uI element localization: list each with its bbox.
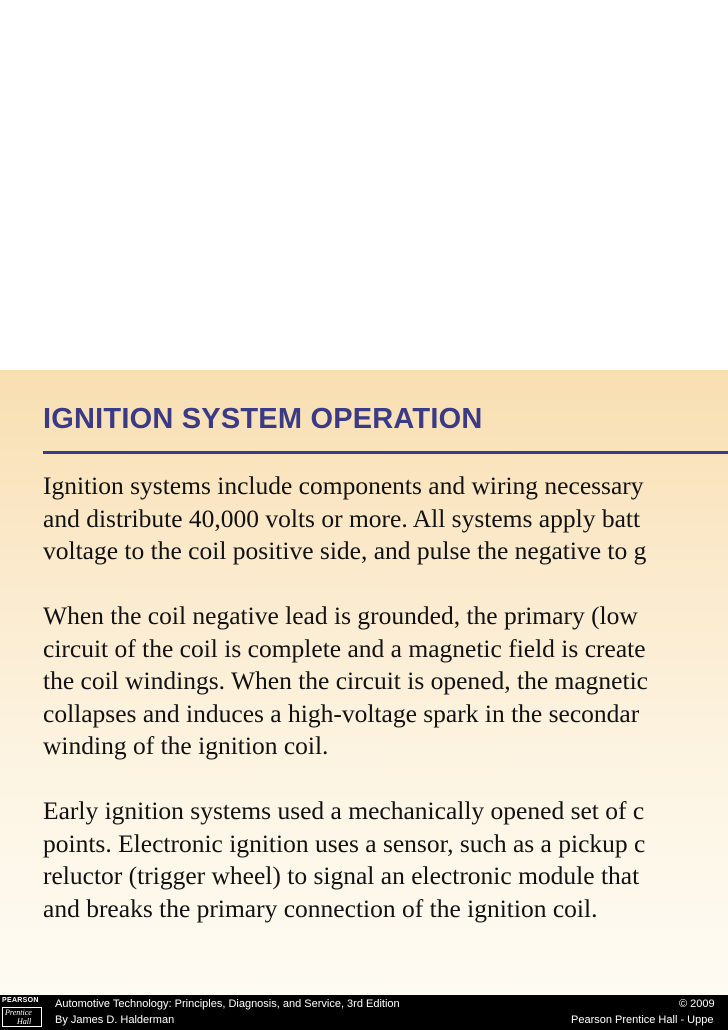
text-line: When the coil negative lead is grounded, the primary (low (43, 601, 638, 630)
slide-body (43, 470, 728, 958)
slide (0, 370, 728, 995)
text-line: the coil windings. When the circuit is opened, the magnetic (43, 666, 648, 695)
paragraph-3 (43, 795, 728, 925)
logo-prentice-text: Prentice (5, 1008, 32, 1017)
title-underline (43, 451, 728, 454)
logo-pearson-text: PEARSON (2, 997, 39, 1004)
text-line: Ignition systems include components and wiring necessary (43, 471, 644, 500)
paragraph-1 (43, 470, 728, 568)
slide-title: IGNITION SYSTEM OPERATION (43, 403, 483, 435)
text-line: collapses and induces a high-voltage spark in the secondar (43, 698, 640, 728)
text-line: points. Electronic ignition uses a sensor, such as a pickup c (43, 828, 646, 858)
text-line: and distribute 40,000 volts or more. All systems apply batt (43, 503, 641, 533)
text-line: reluctor (trigger wheel) to signal an electronic module that (43, 861, 640, 890)
text-line: winding of the ignition coil. (43, 731, 329, 760)
blank-area (0, 0, 728, 370)
text-line: voltage to the coil positive side, and pulse the negative to g (43, 536, 647, 565)
text-line: Early ignition systems used a mechanically opened set of c (43, 796, 645, 825)
logo-box (2, 1007, 42, 1027)
logo-hall-text: Hall (17, 1017, 32, 1026)
pearson-prentice-hall-logo (2, 997, 44, 1028)
footer-publisher: Pearson Prentice Hall - Uppe (571, 1014, 714, 1026)
text-line: and breaks the primary connection of the ignition coil. (43, 893, 598, 923)
footer-copyright: © 2009 (679, 998, 715, 1010)
footer-book-title: Automotive Technology: Principles, Diagnosis, and Service, 3rd Edition (55, 998, 400, 1010)
footer-bar (0, 995, 728, 1030)
paragraph-2 (43, 600, 728, 763)
text-line: circuit of the coil is complete and a magnetic field is create (43, 633, 646, 663)
footer-author: By James D. Halderman (55, 1014, 175, 1026)
